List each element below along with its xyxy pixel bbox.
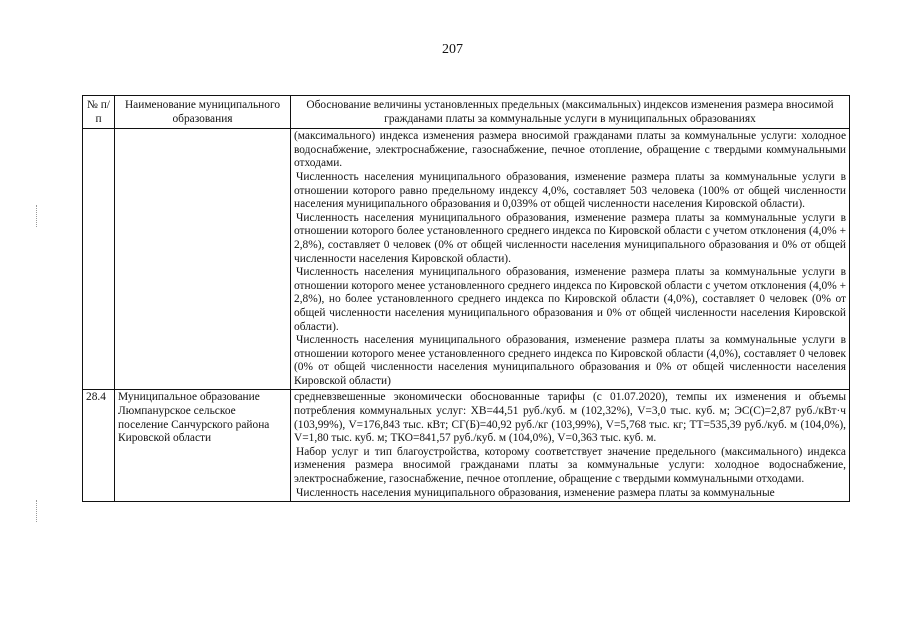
row-municipality-name xyxy=(115,129,291,390)
page-number: 207 xyxy=(442,42,463,57)
header-municipality-name: Наименование муниципального образования xyxy=(115,96,291,129)
municipal-index-table xyxy=(82,95,850,502)
margin-mark-bottom xyxy=(36,500,39,522)
justification-paragraph: Численность населения муниципального образования, изменение размера платы за коммунальные услуги в отношении которого равно предельному индексу 4,0%, составляет 503 человека (100% от общей численности населения муниципального образования и 0,039% от общей численности населения Кировской области). xyxy=(294,170,846,211)
row-number xyxy=(83,129,115,390)
header-number: № п/п xyxy=(83,96,115,129)
table-row xyxy=(83,129,850,390)
justification-paragraph: Численность населения муниципального образования, изменение размера платы за коммунальные услуги в отношении которого менее установленного среднего индекса по Кировской области с учетом отклонения (4,0% + 2,8%), но более установленного среднего индекса по Кировской области (4,0%), составляет 0 человек (0% от общей численности населения муниципального образования и 0% от общей численности населения Кировской области). xyxy=(294,266,846,333)
justification-paragraph: (максимального) индекса изменения размера вносимой гражданами платы за коммунальные услуги: холодное водоснабжение, электроснабжение, газоснабжение, печное отопление, обращение с твердыми коммунальными отходами. xyxy=(294,130,846,170)
row-number: 28.4 xyxy=(83,390,115,502)
header-justification: Обоснование величины установленных предельных (максимальных) индексов изменения размера вносимой гражданами платы за коммунальные услуги в муниципальных образованиях xyxy=(291,96,850,129)
justification-paragraph: Набор услуг и тип благоустройства, которому соответствует значение предельного (максимального) индекса изменения размера вносимой гражданами платы за коммунальные услуги: холодное водоснабжение, электроснабжение, газоснабжение, печное отопление, обращение с твердыми коммунальными отходами. xyxy=(294,445,846,486)
justification-paragraph: Численность населения муниципального образования, изменение размера платы за коммунальные услуги в отношении которого менее установленного среднего индекса по Кировской области (4,0%), составляет 0 человек (0% от общей численности населения муниципального образования и 0% от общей численности населения Кировской области) xyxy=(294,334,846,387)
row-justification xyxy=(291,129,850,390)
justification-paragraph: Численность населения муниципального образования, изменение размера платы за коммунальные xyxy=(296,486,775,499)
table-header-row xyxy=(83,96,850,129)
row-municipality-name: Муниципальное образование Люмпанурское сельское поселение Санчурского района Кировской области xyxy=(115,390,291,502)
justification-paragraph: средневзвешенные экономически обоснованные тарифы (с 01.07.2020), темпы их изменения и объемы потребления коммунальных услуг: ХВ=44,51 руб./куб. м (102,32%), V=3,0 тыс. куб. м; ЭС(С)=2,87 руб./кВт·ч (103,99%), V=176,843 тыс. кВт; СГ(Б)=40,92 руб./кг (103,99%), V=5,768 тыс. кг; ТТ=535,39 руб./куб. м (104,0%), V=1,80 тыс. куб. м; ТКО=841,57 руб./куб. м (104,0%), V=0,363 тыс. куб. м. xyxy=(294,391,846,445)
row-justification xyxy=(291,390,850,502)
margin-mark-top xyxy=(36,205,39,227)
justification-paragraph: Численность населения муниципального образования, изменение размера платы за коммунальные услуги в отношении которого более установленного среднего индекса по Кировской области с учетом отклонения (4,0% + 2,8%), составляет 0 человек (0% от общей численности населения муниципального образования и 0% от общей численности населения Кировской области). xyxy=(294,211,846,265)
table-row xyxy=(83,390,850,502)
